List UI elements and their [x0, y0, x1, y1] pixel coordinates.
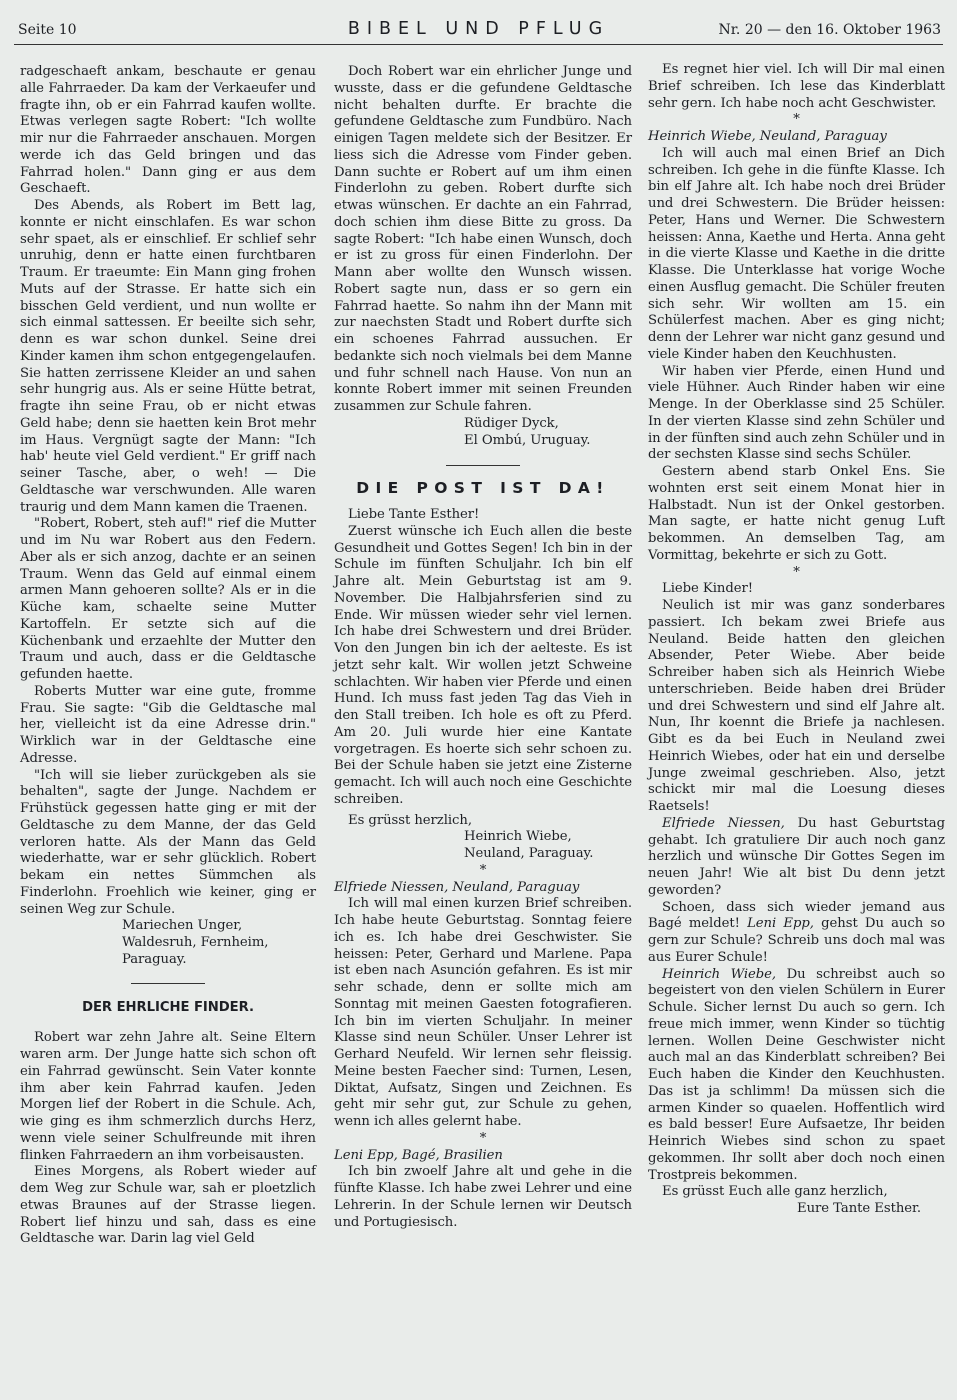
issue-date: Nr. 20 — den 16. Oktober 1963	[718, 22, 941, 38]
column-1	[20, 64, 316, 1248]
column-2	[334, 64, 632, 1231]
paragraph: Robert war zehn Jahre alt. Seine Eltern waren arm. Der Junge hatte sich schon oft ein Fahrrad gewünscht. Sein Vater konnte ihm aber kein Fahrrad kaufen. Jeden Morgen lief der Robert in die Schule. Ach, wie ging es ihm schmerzlich durchs Herz, wenn viele seiner Schulfreunde mit ihren flinken Fahrraedern an ihm vorbeisausten.	[20, 1030, 316, 1163]
column-3	[648, 62, 945, 1218]
separator-star: *	[793, 112, 800, 128]
letter-signature: Heinrich Wiebe,	[464, 829, 572, 845]
section-rule	[131, 983, 205, 984]
paragraph: Roberts Mutter war eine gute, fromme Frau. Sie sagte: "Gib die Geldtasche mal her, vielleicht ist da eine Adresse drin." Wirklich war in der Geldtasche eine Adresse.	[20, 683, 316, 766]
salutation: Liebe Kinder!	[662, 581, 753, 597]
author-place: El Ombú, Uruguay.	[464, 432, 591, 448]
author-name: Rüdiger Dyck,	[464, 415, 559, 431]
paragraph: "Robert, Robert, steh auf!" rief die Mutter und im Nu war Robert aus den Federn. Aber als er sich anzog, dachte er an seinen Traum. Wenn das Geld auf einmal einem armen Mann gehoeren sollte? Als er in die Küche kam, schaelte seine Mutter Kartoffeln. Er setzte sich auf die Küchenbank und erzaehlte der Mutter den Traum und auch, dass er die Geldtasche gefunden haette.	[20, 516, 316, 682]
masthead-rule	[14, 44, 943, 45]
salutation: Liebe Tante Esther!	[348, 507, 480, 522]
section-rule	[446, 465, 520, 466]
reply-paragraph: Schoen, dass sich wieder jemand aus Bagé meldet! Leni Epp, gehst Du auch so gern zur Schule? Schreib uns doch mal was aus Eurer Schule!	[648, 899, 946, 965]
author-name: Mariechen Unger,	[122, 918, 243, 934]
letter-sender: Elfriede Niessen, Neuland, Paraguay	[334, 879, 580, 895]
paragraph: Doch Robert war ein ehrlicher Junge und wusste, dass er die gefundene Geldtasche nicht behalten durfte. Er brachte die gefundene Geldtasche zum Fundbüro. Nach einigen Tagen meldete sich der Besitzer. Er liess sich die Adresse vom Finder geben. Dann suchte er Robert auf um ihm einen Finderlohn zu geben. Robert durfte sich etwas wünschen. Er dachte an ein Fahrrad, doch schien ihm diese Bitte zu gross. Da sagte Robert: "Ich habe einen Wunsch, doch er ist zu gross für einen Finderlohn. Der Mann aber wollte den Wunsch wissen. Robert sagte nun, dass er so gern ein Fahrrad haette. So nahm ihn der Mann mit zur naechsten Stadt und Robert durfte sich ein schoenes Fahrrad aussuchen. Er bedankte sich noch vielmals bei dem Manne und fuhr schnell nach Hause. Von nun an konnte Robert immer mit seinen Freunden zusammen zur Schule fahren.	[334, 64, 632, 414]
addressee-name: Leni Epp,	[747, 916, 814, 932]
letter-paragraph: Ich will auch mal einen Brief an Dich schreiben. Ich gehe in die fünfte Klasse. Ich bin elf Jahre alt. Ich habe noch drei Brüder und drei Schwestern. Die Brüder heissen: Peter, Hans und Werner. Die Schwestern heissen: Anna, Kaethe und Herta. Anna geht in die vierte Klasse und Kaethe in die dritte Klasse. Die Unterklasse hat vorige Woche einen Ausflug gemacht. Die Schüler freuten sich sehr. Wir wollten am 15. ein Schülerfest machen. Aber es ging nicht; denn der Lehrer war nicht ganz gesund und viele Kinder haben den Keuchhusten.	[648, 145, 945, 362]
reply-paragraph: Elfriede Niessen, Du hast Geburtstag gehabt. Ich gratuliere Dir auch noch ganz herzlich und wünsche Dir Gottes Segen im neuen Jahr! Wie alt bist Du denn jetzt geworden?	[648, 815, 945, 898]
paragraph: Des Abends, als Robert im Bett lag, konnte er nicht einschlafen. Es war schon sehr spaet, als er einschlief. Er schlief sehr unruhig, denn er hatte einen furchtbaren Traum. Er traeumte: Ein Mann ging frohen Muts auf der Strasse. Er hatte sich ein bisschen Geld verdient, und nun wollte er sich einmal sattessen. Er beeilte sich sehr, denn es war schon dunkel. Seine drei Kinder kamen ihm schon entgegengelaufen. Sie hatten zerrissene Kleider an und sahen sehr hungrig aus. Als er seine Hütte betrat, fragte ihn seine Frau, ob er nicht etwas Geld habe; denn sie haetten kein Brot mehr im Haus. Vergnügt sagte der Mann: "Ich hab' heute viel Geld verdient." Er griff nach seiner Tasche, aber, o weh! — Die Geldtasche war verschwunden. Alle waren traurig und dem Mann kamen die Traenen.	[20, 198, 316, 515]
story-continuation: radgeschaeft ankam, beschaute er genau alle Fahrraeder. Da kam der Verkaeufer und fragte ihn, ob er ein Fahrrad kaufen wollte. Etwas verlegen sagte Robert: "Ich wollte mir nur die Fahrraeder anschauen. Morgen werde ich das Geld bringen und das Fahrrad holen." Dann ging er aus dem Geschaeft.	[20, 64, 316, 197]
reply-signature: Eure Tante Esther.	[797, 1201, 921, 1216]
letter-place: Neuland, Paraguay.	[464, 846, 594, 861]
letter-paragraph: Gestern abend starb Onkel Ens. Sie wohnten erst seit einem Monat hier in Halbstadt. Nun ist der Onkel gestorben. Man sagte, er hatte nicht genug Luft bekommen. An demselben Tag, am Vormittag, bekehrte er sich zu Gott.	[648, 464, 945, 563]
newspaper-title: BIBEL UND PFLUG	[347, 19, 610, 39]
author-place: Waldesruh, Fernheim,	[122, 935, 269, 950]
separator-star: *	[793, 564, 800, 580]
letter-sender: Leni Epp, Bagé, Brasilien	[334, 1147, 503, 1163]
story-heading: DER EHRLICHE FINDER.	[82, 999, 254, 1015]
letter-closing: Es grüsst herzlich,	[348, 812, 472, 828]
letter-paragraph: Wir haben vier Pferde, einen Hund und viele Hühner. Auch Rinder haben wir eine Menge. In der Oberklasse sind 25 Schüler. In der vierten Klasse sind zehn Schüler und in der fünften sind auch zehn Schüler und in der sechsten Klasse sind sechs Schüler.	[648, 363, 945, 463]
separator-star: *	[479, 1130, 487, 1146]
addressee-name: Elfriede Niessen,	[662, 815, 785, 831]
reply-paragraph: Heinrich Wiebe, Du schreibst auch so begeistert von den vielen Schülern in Eurer Schule. Sicher lernst Du auch so gern. Ich freue mich immer, wenn Kinder so tüchtig lernen. Wollen Deine Geschwister nicht auch mal an das Kinderblatt schreiben? Bei Euch haben die Kinder den Keuchhusten. Das ist ja schlimm! Da müssen sich die armen Kinder so quaelen. Hoffentlich wird es bald besser! Eure Aufsaetze, Ihr beiden Heinrich Wiebes sind schon zu spaet gekommen. Ihr sollt aber doch noch einen Trostpreis bekommen.	[648, 966, 945, 1183]
paragraph: "Ich will sie lieber zurückgeben als sie behalten", sagte der Junge. Nachdem er Frühstück gegessen hatte ging er mit der Geldtasche zu dem Manne, der das Geld verloren hatte. Als der Mann das Geld wiederhatte, war er sehr glücklich. Robert bekam ein nettes Sümmchen als Finderlohn. Froehlich wie keiner, ging er seinen Weg zur Schule.	[20, 767, 316, 917]
author-country: Paraguay.	[122, 951, 187, 967]
section-heading: DIE POST IST DA!	[356, 479, 610, 498]
letter-paragraph: Ich bin zwoelf Jahre alt und gehe in die fünfte Klasse. Ich habe zwei Lehrer und eine Lehrerin. In der Schule lernen wir Deutsch und Portugiesisch.	[334, 1164, 632, 1230]
addressee-name: Heinrich Wiebe,	[662, 966, 777, 982]
reply-paragraph: Neulich ist mir was ganz sonderbares passiert. Ich bekam zwei Briefe aus Neuland. Beide hatten den gleichen Absender, Peter Wiebe. Aber beide Schreiber haben sich als Heinrich Wiebe unterschrieben. Beide haben drei Brüder und drei Schwestern und sind elf Jahre alt. Nun, Ihr koennt die Briefe ja nachlesen. Gibt es da bei Euch in Neuland zwei Heinrich Wiebes, oder hat ein und derselbe Junge zweimal geschrieben. Also, jetzt schickt mir mal die Loesung dieses Raetsels!	[648, 598, 945, 814]
reply-closing: Es grüsst Euch alle ganz herzlich,	[662, 1184, 888, 1200]
page-number: Seite 10	[18, 22, 77, 38]
masthead	[0, 0, 957, 46]
letter-paragraph: Ich will mal einen kurzen Brief schreiben. Ich habe heute Geburtstag. Sonntag feiere ich es. Ich habe drei Geschwister. Sie heissen: Peter, Gerhard und Marlene. Papa ist eben nach Asunción gefahren. Es ist mir sehr schade, denn er sollte mich am Sonntag mit meinen Gaesten fotografieren. Ich bin im vierten Schuljahr. In meiner Klasse sind neun Schüler. Unser Lehrer ist Gerhard Neufeld. Wir lernen sehr fleissig. Meine besten Faecher sind: Turnen, Lesen, Diktat, Aufsatz, Singen und Zeichnen. Es geht mir sehr gut, zur Schule zu gehen, wenn ich alles gelernt habe.	[334, 896, 632, 1129]
letter-paragraph: Zuerst wünsche ich Euch allen die beste Gesundheit und Gottes Segen! Ich bin in der Schule im fünften Schuljahr. Ich bin elf Jahre alt. Mein Geburtstag ist am 9. November. Die Halbjahrsferien sind zu Ende. Wir müssen wieder sehr viel lernen. Ich habe drei Schwestern und drei Brüder. Von den Jungen bin ich der aelteste. Es ist jetzt sehr kalt. Wir wollen jetzt Schweine schlachten. Wir haben vier Pferde und einen Hund. Ich muss fast jeden Tag das Vieh in den Stall treiben. Ich hole es oft zu Pferd. Am 20. Juli wurde hier eine Kantate vorgetragen. Es hoerte sich sehr schoen zu. Bei der Schule haben sie jetzt eine Zisterne gemacht. Ich will auch noch eine Geschichte schreiben.	[334, 523, 632, 807]
separator-star: *	[479, 862, 487, 878]
letter-sender: Heinrich Wiebe, Neuland, Paraguay	[648, 129, 887, 144]
letter-paragraph: Es regnet hier viel. Ich will Dir mal einen Brief schreiben. Ich lese das Kinderblatt sehr gern. Ich habe noch acht Geschwister.	[648, 62, 945, 111]
paragraph: Eines Morgens, als Robert wieder auf dem Weg zur Schule war, sah er ploetzlich etwas Braunes auf der Strasse liegen. Robert lief hinzu und sah, dass es eine Geldtasche war. Darin lag viel Geld	[20, 1164, 316, 1247]
